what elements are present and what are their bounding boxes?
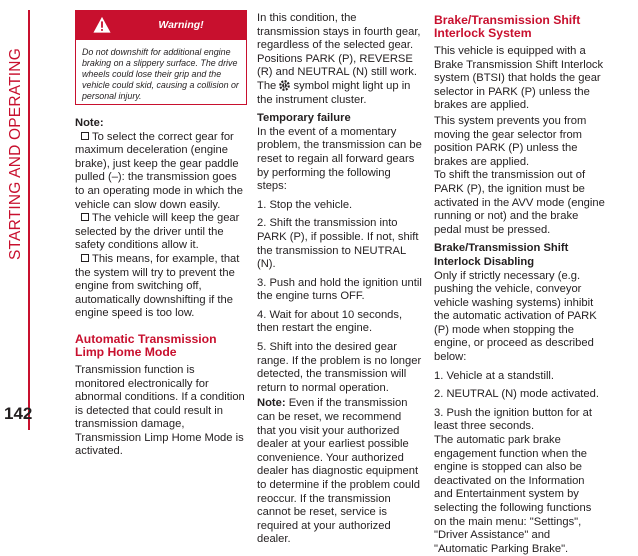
- dealer-note-text: Even if the transmission can be reset, we recommend that you visit your authorized dealer at your earliest possible convenience. Your authorized dealer has diagnostic equipment to determine if the problem could reoccur. If the transmission cannot be reset, service is required at your authorized dealer.: [257, 397, 420, 546]
- section-title-limp-home: Automatic Transmission Limp Home Mode: [75, 331, 217, 359]
- warning-title: Warning!: [158, 19, 204, 31]
- page-number: 142: [4, 404, 33, 423]
- btsi-paragraph: This vehicle is equipped with a Brake Transmission Shift Interlock system (BTSI) that holds the gear selector in PARK (P) unless the brakes are applied.: [434, 45, 604, 112]
- warning-box: [75, 10, 247, 105]
- note-bullet: [75, 253, 247, 321]
- column-2: [257, 12, 422, 547]
- step-item: 4. Wait for about 10 seconds, then restart the engine.: [257, 308, 403, 335]
- warning-triangle-icon: [93, 16, 111, 34]
- checkbox-bullet-icon: [81, 213, 89, 221]
- checkbox-bullet-icon: [81, 132, 89, 140]
- column-3: [434, 12, 606, 556]
- note-bullet-text: To select the correct gear for maximum deceleration (engine brake), just keep the gear paddle pulled (–): the transmission goes to an operating mode in which the vehicle can slow down easily.: [75, 130, 243, 211]
- gear-warning-icon: [279, 80, 290, 91]
- temporary-failure-text: In the event of a momentary problem, the transmission can be reset to regain all forward gears by performing the following steps:: [257, 125, 422, 193]
- step-item: 1. Vehicle at a standstill.: [434, 369, 555, 382]
- step-item: 5. Shift into the desired gear range. If the problem is no longer detected, the transmission will return to normal operation.: [257, 341, 422, 394]
- btsi-paragraph: The automatic park brake engagement function when the engine is stopped can also be deactivated on the Information and Entertainment system by selecting the following functions on the main menu: "Settings", "Driver Assistance" and "Automatic Parking Brake".: [434, 434, 592, 555]
- symbol-paragraph-post: symbol might light up in the instrument cluster.: [257, 79, 411, 106]
- note-bullet-text: The vehicle will keep the gear selected by the driver until the safety conditions allow it.: [75, 212, 240, 252]
- section-side-tab: [6, 8, 26, 260]
- checkbox-bullet-icon: [81, 254, 89, 262]
- section-title-btsi: Brake/Transmission Shift Interlock System: [434, 13, 581, 40]
- step-item: 3. Push and hold the ignition until the engine turns OFF.: [257, 276, 422, 303]
- step-item: 2. Shift the transmission into PARK (P), if possible. If not, shift the transmission to NEUTRAL (N).: [257, 217, 419, 271]
- limp-mode-paragraph: In this condition, the transmission stays in fourth gear, regardless of the selected gear. Positions PARK (P), REVERSE (R) and NEUTRAL (N) still work.: [257, 12, 421, 79]
- symbol-paragraph-pre: The: [257, 79, 277, 92]
- note-bullet-text: This means, for example, that the system will try to prevent the engine from switching off, automatically downshifting if the engine speed is too low.: [75, 252, 240, 320]
- column-1: [75, 12, 247, 459]
- note-label: Note:: [257, 397, 286, 410]
- btsi-disabling-title: Brake/Transmission Shift Interlock Disabling: [434, 242, 569, 268]
- btsi-paragraph: This system prevents you from moving the gear selector from position PARK (P) unless the brakes are applied.: [434, 114, 587, 168]
- side-divider-rule: [28, 10, 30, 430]
- symbol-paragraph: [257, 80, 422, 107]
- step-item: 3. Push the ignition button for at least three seconds.: [434, 406, 592, 433]
- warning-text: Do not downshift for additional engine braking on a slippery surface. The drive wheels could lose their grip and the vehicle could skid, causing a collision or personal injury.: [82, 47, 239, 101]
- dealer-note: [257, 397, 422, 547]
- step-item: 1. Stop the vehicle.: [257, 198, 353, 211]
- note-label: Note:: [75, 117, 104, 129]
- btsi-paragraph: Only if strictly necessary (e.g. pushing the vehicle, conveyor vehicle washing systems) inhibit the automatic activation of PARK (P) mode when stopping the engine, or proceed as described below:: [434, 269, 597, 364]
- note-bullet: [75, 131, 247, 213]
- limp-home-text: Transmission function is monitored electronically for abnormal conditions. If a condition is detected that could result in transmission damage, Transmission Limp Home Mode is activated.: [75, 363, 245, 458]
- temporary-failure-title: Temporary failure: [257, 112, 351, 125]
- warning-header: [76, 11, 246, 40]
- step-item: 2. NEUTRAL (N) mode activated.: [434, 388, 599, 401]
- btsi-paragraph: To shift the transmission out of PARK (P), the ignition must be activated in the AVV mode (engine running or not) and the brake pedal must be pressed.: [434, 169, 605, 236]
- section-side-tab-label: STARTING AND OPERATING: [7, 48, 24, 260]
- note-bullet: [75, 212, 247, 253]
